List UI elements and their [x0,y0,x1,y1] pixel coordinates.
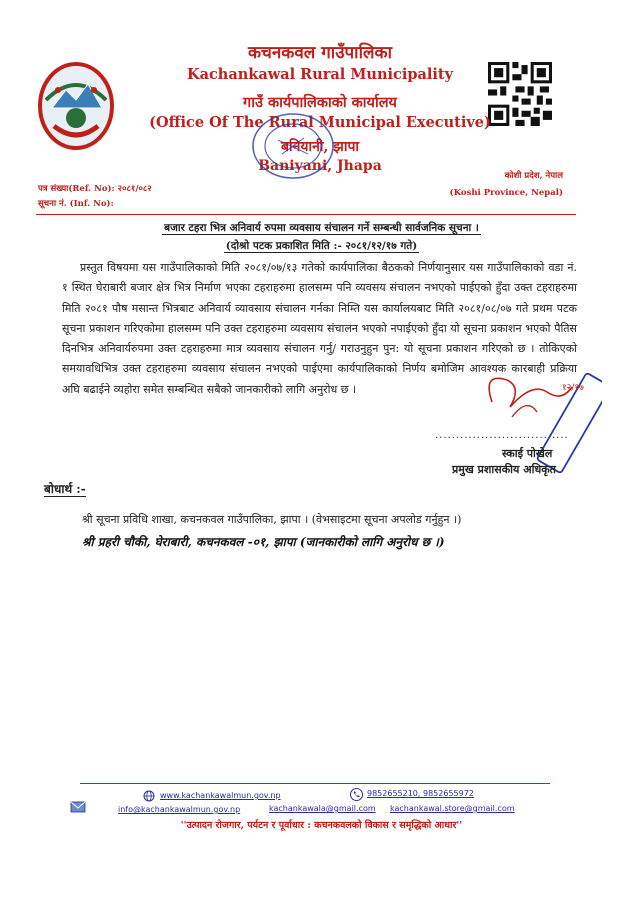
phone-icon [350,788,363,801]
office-name-en: (Office Of The Rural Municipal Executive) [149,114,491,131]
cc-label: बोधार्थ :- [44,482,86,496]
email-store-link[interactable]: kachankawal.store@gmail.com [390,804,515,813]
footer-divider [80,783,550,784]
email-info-link[interactable]: info@kachankawalmun.gov.np [118,805,241,814]
place-en: Baniyani, Jhapa [258,158,382,174]
signature-line: ................................ [435,430,569,441]
website-link[interactable]: www.kachankawalmun.gov.np [160,791,281,800]
municipality-name-en: Kachankawal Rural Municipality [186,66,454,83]
globe-icon [143,790,155,802]
email-gmail-link[interactable]: kachankawala@gmail.com [269,804,376,813]
inf-number: सूचना नं. (Inf. No): [38,199,114,209]
header-divider [36,214,576,215]
nepal-emblem-icon [36,60,116,152]
cc-item-it-section: श्री सूचना प्रविधि शाखा, कचनकवल गाउँपालिका, झापा । (वेभसाइटमा सूचना अपलोड गर्नुहुन ।) [82,513,462,526]
signatory-name: स्काई पोखेल [502,447,553,460]
cc-item-police: श्री प्रहरी चौकी, घेराबारी, कचनकवल -०१, झापा (जानकारीको लागि अनुरोध छ ।) [82,535,445,549]
province-en: (Koshi Province, Nepal) [449,188,563,198]
subject-title: बजार टहरा भित्र अनिवार्य रुपमा व्यवसाय संचालन गर्ने सम्बन्धी सार्वजनिक सूचना । [164,222,479,234]
footer-slogan: ''उत्पादन रोजगार, पर्यटन र पूर्वाधार : कचनकवलको विकास र समृद्धिको आधार'' [180,820,463,831]
mail-icon [70,800,86,814]
province-np: कोशी प्रदेश, नेपाल [504,171,563,181]
handwritten-date: १२/१७ [562,383,584,393]
phone-numbers[interactable]: 9852655210, 9852655972 [367,789,474,798]
office-stamp-icon [248,110,338,182]
notice-body: प्रस्तुत विषयमा यस गाउँपालिकाको मिति २०८१/०७/१३ गतेको कार्यपालिका बैठकको निर्णयानुसार यस गाउँपालिकाको वडा नं. १ स्थित घेराबारी बजार क्षेत्र भित्र निर्माण भएका टहराहरुमा हालसम्म पनि व्यवसय संचालन नभएको पाईएको हुँदा उक्त टहराहरुमा मिति २०८१ पौष मसान्त भित्रबाट अनिवार्य व्यावसाय संचालन गर्नका निम्ति यस कार्यालयबाट मिति २०८१/०८/०७ गते प्रथम पटक सूचना प्रकाशन गरिएकोमा हालसम्म पनि उक्त टहराहरुमा व्यवसाय संचालन भएको नपाईएको हुँदा यो सूचना प्रकाशन भएको पैतिस दिनभित्र अनिवार्यरुपमा उक्त टहराहरुमा मात्र व्यवसाय संचालन गर्नु/ गराउनुहुन पुन: यो सूचना प्रकाशन गरिएको छ । तोकिएको समयावधिभित्र उक्त टहराहरुमा व्यवसाय संचालन नभएको पाईएमा कार्यपालिकाको निर्णय बमोजिम आवश्यक कारबाही प्रक्रिया अघि बढाईने व्यहोरा समेत सम्बन्धित सबैको जानकारीको लागि अनुरोध छ । [62,261,577,396]
ref-number: पत्र संख्या(Ref. No): २०८१/०८२ [38,184,152,194]
signatory-designation: प्रमुख प्रशासकीय अधिकृत [452,463,556,476]
subject-date: (दोश्रो पटक प्रकाशित मिति :- २०८१/१२/१७ गते) [225,240,418,252]
office-name-np: गाउँ कार्यपालिकाको कार्यालय [243,94,397,111]
municipality-name-np: कचनकवल गाउँपालिका [248,43,392,63]
place-np: बनियानी, झापा [280,139,360,155]
